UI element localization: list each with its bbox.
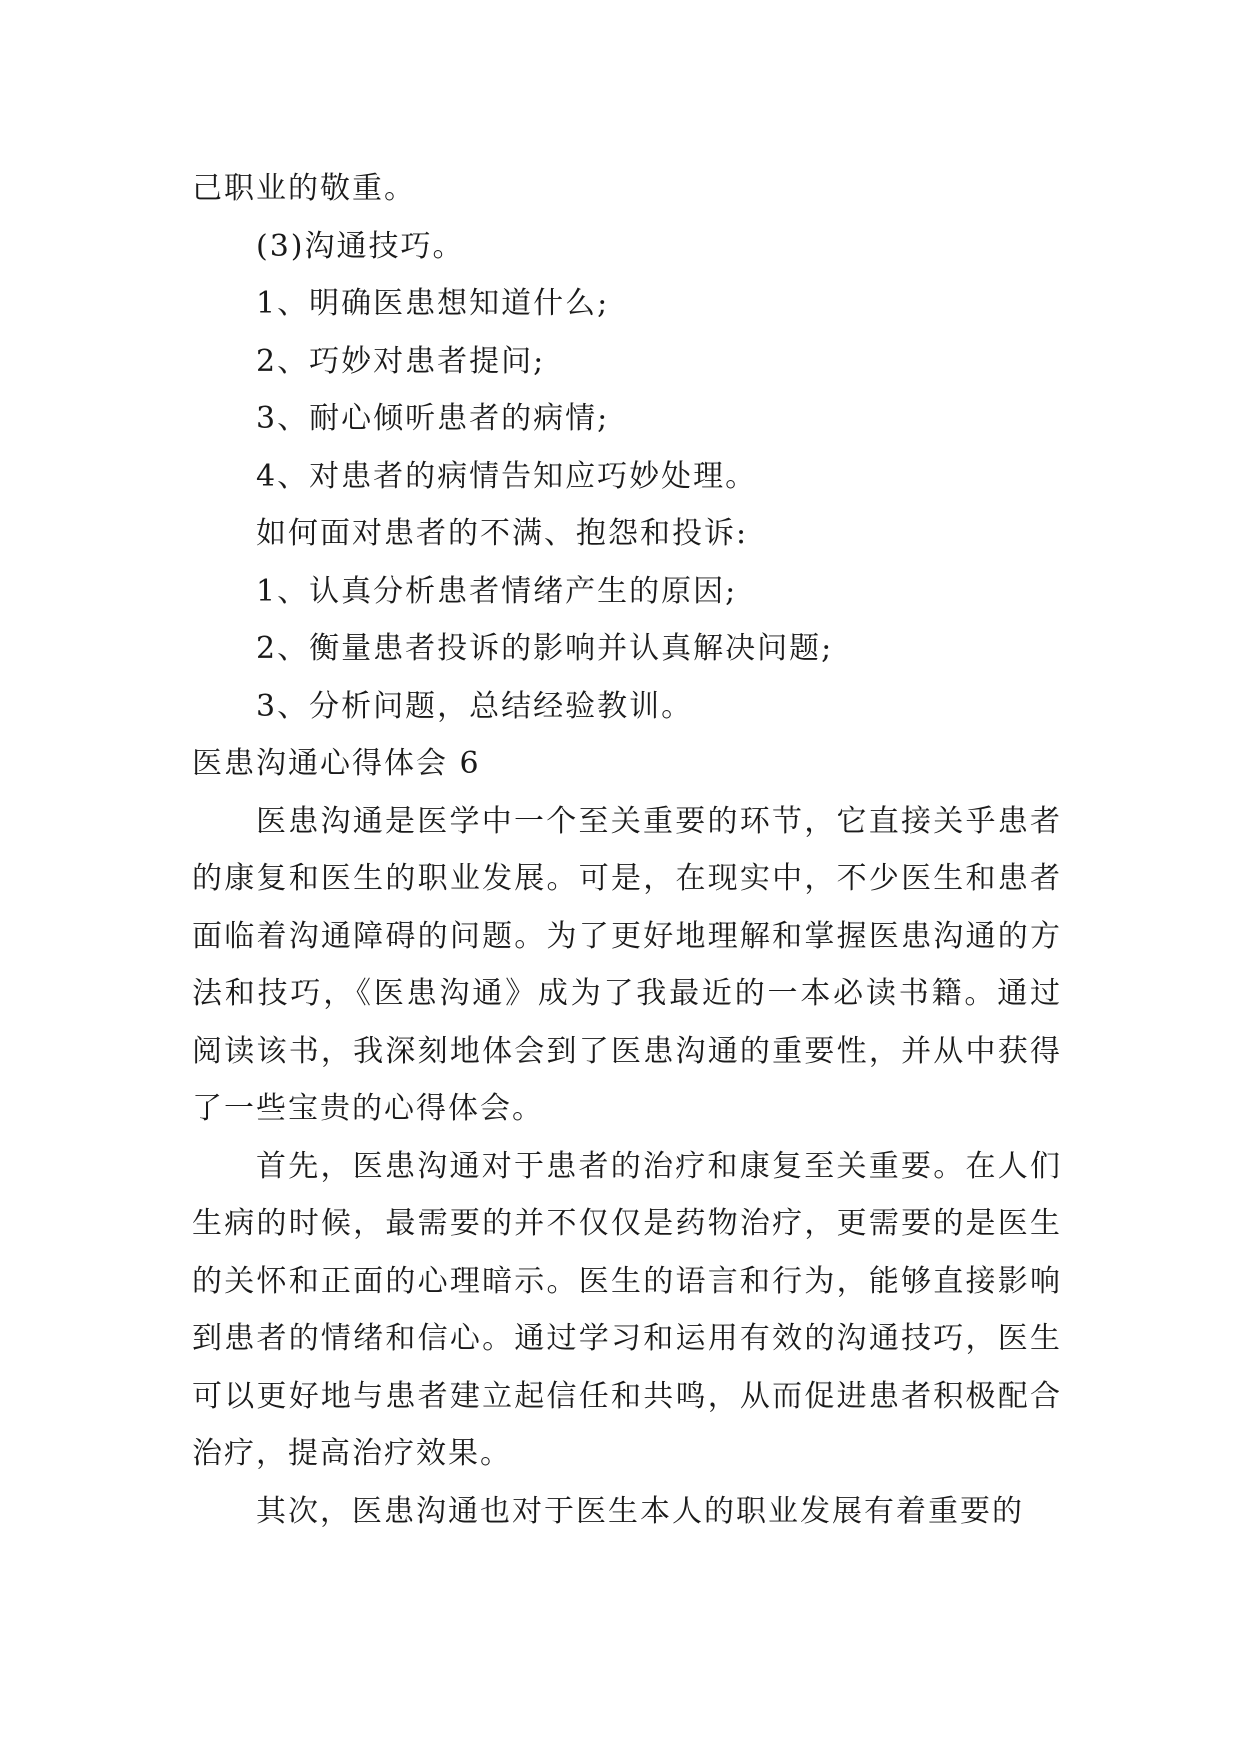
list-intro: 如何面对患者的不满、抱怨和投诉: [256, 516, 749, 551]
list-item: 4、对患者的病情告知应巧妙处理。 [256, 458, 758, 494]
list-item: 3、分析问题，总结经验教训。 [256, 688, 694, 724]
list-item: 1、认真分析患者情绪产生的原因; [256, 573, 738, 609]
text-line: 己职业的敬重。 [192, 171, 416, 206]
list-item: 2、衡量患者投诉的影响并认真解决问题; [256, 631, 834, 666]
paragraph: 首先，医患沟通对于患者的治疗和康复至关重要。在人们生病的时候，最需要的并不仅仅是药物治疗，更需要的是医生的关怀和正面的心理暗示。医生的语言和行为，能够直接影响到患者的情绪和信心。通过学习和运用有效的沟通技巧，医生可以更好地与患者建立起信任和共鸣，从而促进患者积极配合治疗，提高治疗效果。 [192, 1148, 1062, 1471]
section-title: 医患沟通心得体会 6 [192, 746, 481, 781]
section-subheading: (3)沟通技巧。 [256, 228, 465, 264]
paragraph: 医患沟通是医学中一个至关重要的环节，它直接关乎患者的康复和医生的职业发展。可是，在现实中，不少医生和患者面临着沟通障碍的问题。为了更好地理解和掌握医患沟通的方法和技巧，《医患沟通》成为了我最近的一本必读书籍。通过阅读该书，我深刻地体会到了医患沟通的重要性，并从中获得了一些宝贵的心得体会。 [192, 803, 1062, 1126]
list-item: 3、耐心倾听患者的病情; [256, 401, 610, 436]
list-item: 2、巧妙对患者提问; [256, 343, 546, 379]
paragraph: 其次，医患沟通也对于医生本人的职业发展有着重要的 [256, 1493, 1024, 1529]
list-item: 1、明确医患想知道什么; [256, 286, 610, 321]
document-body [192, 160, 1062, 1540]
